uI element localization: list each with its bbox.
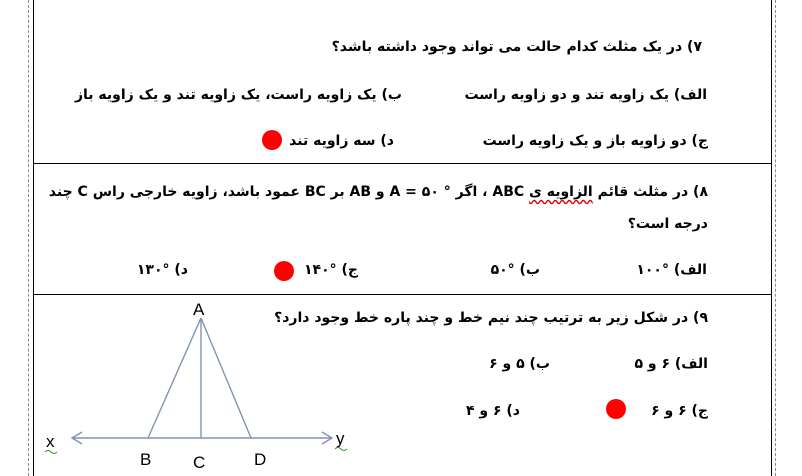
q8-option-be[interactable]: ب) °۵۰ [490,262,540,278]
selected-answer-mark-q9 [606,399,626,419]
label-x: x [46,432,55,451]
label-y: y [336,429,345,448]
q9-question: ۹) در شکل زیر به ترتیب چند نیم خط و چند پاره خط وجود دارد؟ [274,310,708,326]
label-C: C [193,453,206,472]
q8-option-dal[interactable]: د) °۱۳۰ [136,262,188,278]
label-B: B [140,450,152,469]
q7-option-be[interactable]: ب) یک زاویه راست، یک زاویه تند و یک زاویه باز [74,87,402,103]
q9-option-alef[interactable]: الف) ۶ و ۵ [634,356,708,372]
selected-answer-mark-q7 [262,130,282,150]
label-A: A [193,300,205,319]
q8-question-part-b: ABC ، اگر ° ۵۰ = A و AB بر BC عمود باشد، زاویه خارجی راس C چند [48,184,530,200]
q8-question-part-a: ۸) در مثلث قائم [592,184,708,200]
q7-option-alef[interactable]: الف) یک زاویه تند و دو زاویه راست [464,87,707,103]
segment-AB [148,318,201,438]
q7-option-jim[interactable]: ج) دو زاویه باز و یک زاویه راست [482,133,708,149]
q9-option-jim[interactable]: ج) ۶ و ۶ [651,403,708,419]
label-D: D [254,450,267,469]
q8-question-line1 [49,183,708,201]
q8-question-line2: درجه است؟ [627,216,708,232]
q9-option-be[interactable]: ب) ۵ و ۶ [489,356,550,372]
q7-question: ۷) در یک مثلث کدام حالت می تواند وجود داشته باشد؟ [331,39,702,55]
segment-AD [201,318,251,438]
q7-option-dal[interactable]: د) سه زاویه تند [289,133,394,149]
right-margin-guide [775,0,776,476]
triangle-figure [0,290,380,476]
selected-answer-mark-q8 [274,261,294,281]
q8-question-underlined: الزاویه ی [529,184,593,200]
q9-option-dal[interactable]: د) ۶ و ۴ [465,403,520,419]
divider-q7-q8 [33,163,771,164]
q8-option-jim[interactable]: ج) °۱۴۰ [303,262,358,278]
q8-option-alef[interactable]: الف) °۱۰۰ [636,262,707,278]
